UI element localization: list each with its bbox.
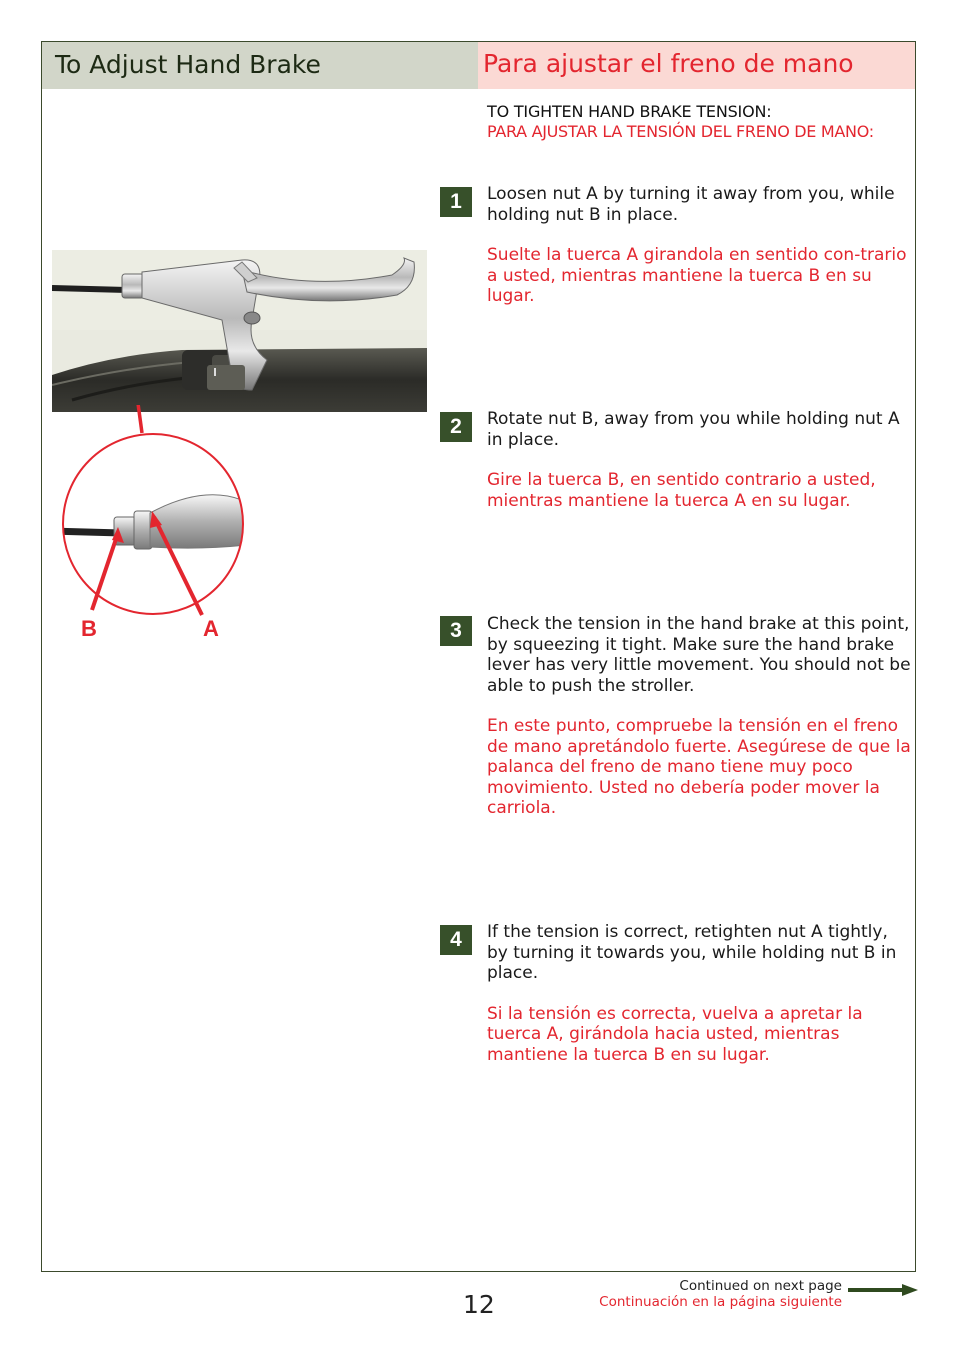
step-1-badge: 1 bbox=[440, 187, 472, 217]
step-2-text-es: Gire la tuerca B, en sentido contrario a usted, mientras mantiene la tuerca A en su lugar. bbox=[487, 470, 876, 511]
arrow-right-icon bbox=[848, 1283, 918, 1297]
subheading-es: PARA AJUSTAR LA TENSIÓN DEL FRENO DE MANO: bbox=[487, 122, 874, 141]
hand-brake-photo bbox=[52, 250, 427, 412]
step-1-text-es: Suelte la tuerca A girandola en sentido con-trario a usted, mientras mantiene la tuerca B en su lugar. bbox=[487, 245, 907, 306]
step-3 bbox=[487, 614, 912, 819]
step-2 bbox=[487, 409, 912, 511]
continued-es: Continuación en la página siguiente bbox=[599, 1294, 842, 1310]
nut-detail-zoom bbox=[52, 405, 252, 620]
step-4 bbox=[487, 922, 912, 1065]
step-4-text-en: If the tension is correct, retighten nut A tightly, by turning it towards you, while holding nut B in place. bbox=[487, 922, 897, 983]
continued-note bbox=[599, 1278, 842, 1310]
page-number: 12 bbox=[463, 1290, 495, 1319]
continued-en: Continued on next page bbox=[679, 1278, 842, 1294]
section-title-es: Para ajustar el freno de mano bbox=[478, 42, 915, 89]
label-a: A bbox=[203, 616, 219, 641]
step-2-text-en: Rotate nut B, away from you while holding nut A in place. bbox=[487, 409, 900, 450]
step-4-text-es: Si la tensión es correcta, vuelva a apretar la tuerca A, girándola hacia usted, mientras mantiene la tuerca B en su lugar. bbox=[487, 1003, 863, 1065]
step-1 bbox=[487, 184, 912, 307]
step-4-badge: 4 bbox=[440, 925, 472, 955]
subheading-en: TO TIGHTEN HAND BRAKE TENSION: bbox=[487, 102, 772, 121]
step-3-badge: 3 bbox=[440, 616, 472, 646]
section-title-en: To Adjust Hand Brake bbox=[42, 42, 478, 89]
step-3-text-en: Check the tension in the hand brake at this point, by squeezing it tight. Make sure the hand brake lever has very little movement. You should not be able to push the stroller. bbox=[487, 614, 911, 696]
label-b: B bbox=[81, 616, 97, 641]
step-1-text-en: Loosen nut A by turning it away from you, while holding nut B in place. bbox=[487, 184, 895, 225]
subheading bbox=[487, 102, 917, 142]
step-2-badge: 2 bbox=[440, 412, 472, 442]
step-3-text-es: En este punto, compruebe la tensión en el freno de mano apretándolo fuerte. Asegúrese de que la palanca del freno de mano tiene muy poco movimiento. Usted no debería poder mover la carriola. bbox=[487, 716, 911, 818]
